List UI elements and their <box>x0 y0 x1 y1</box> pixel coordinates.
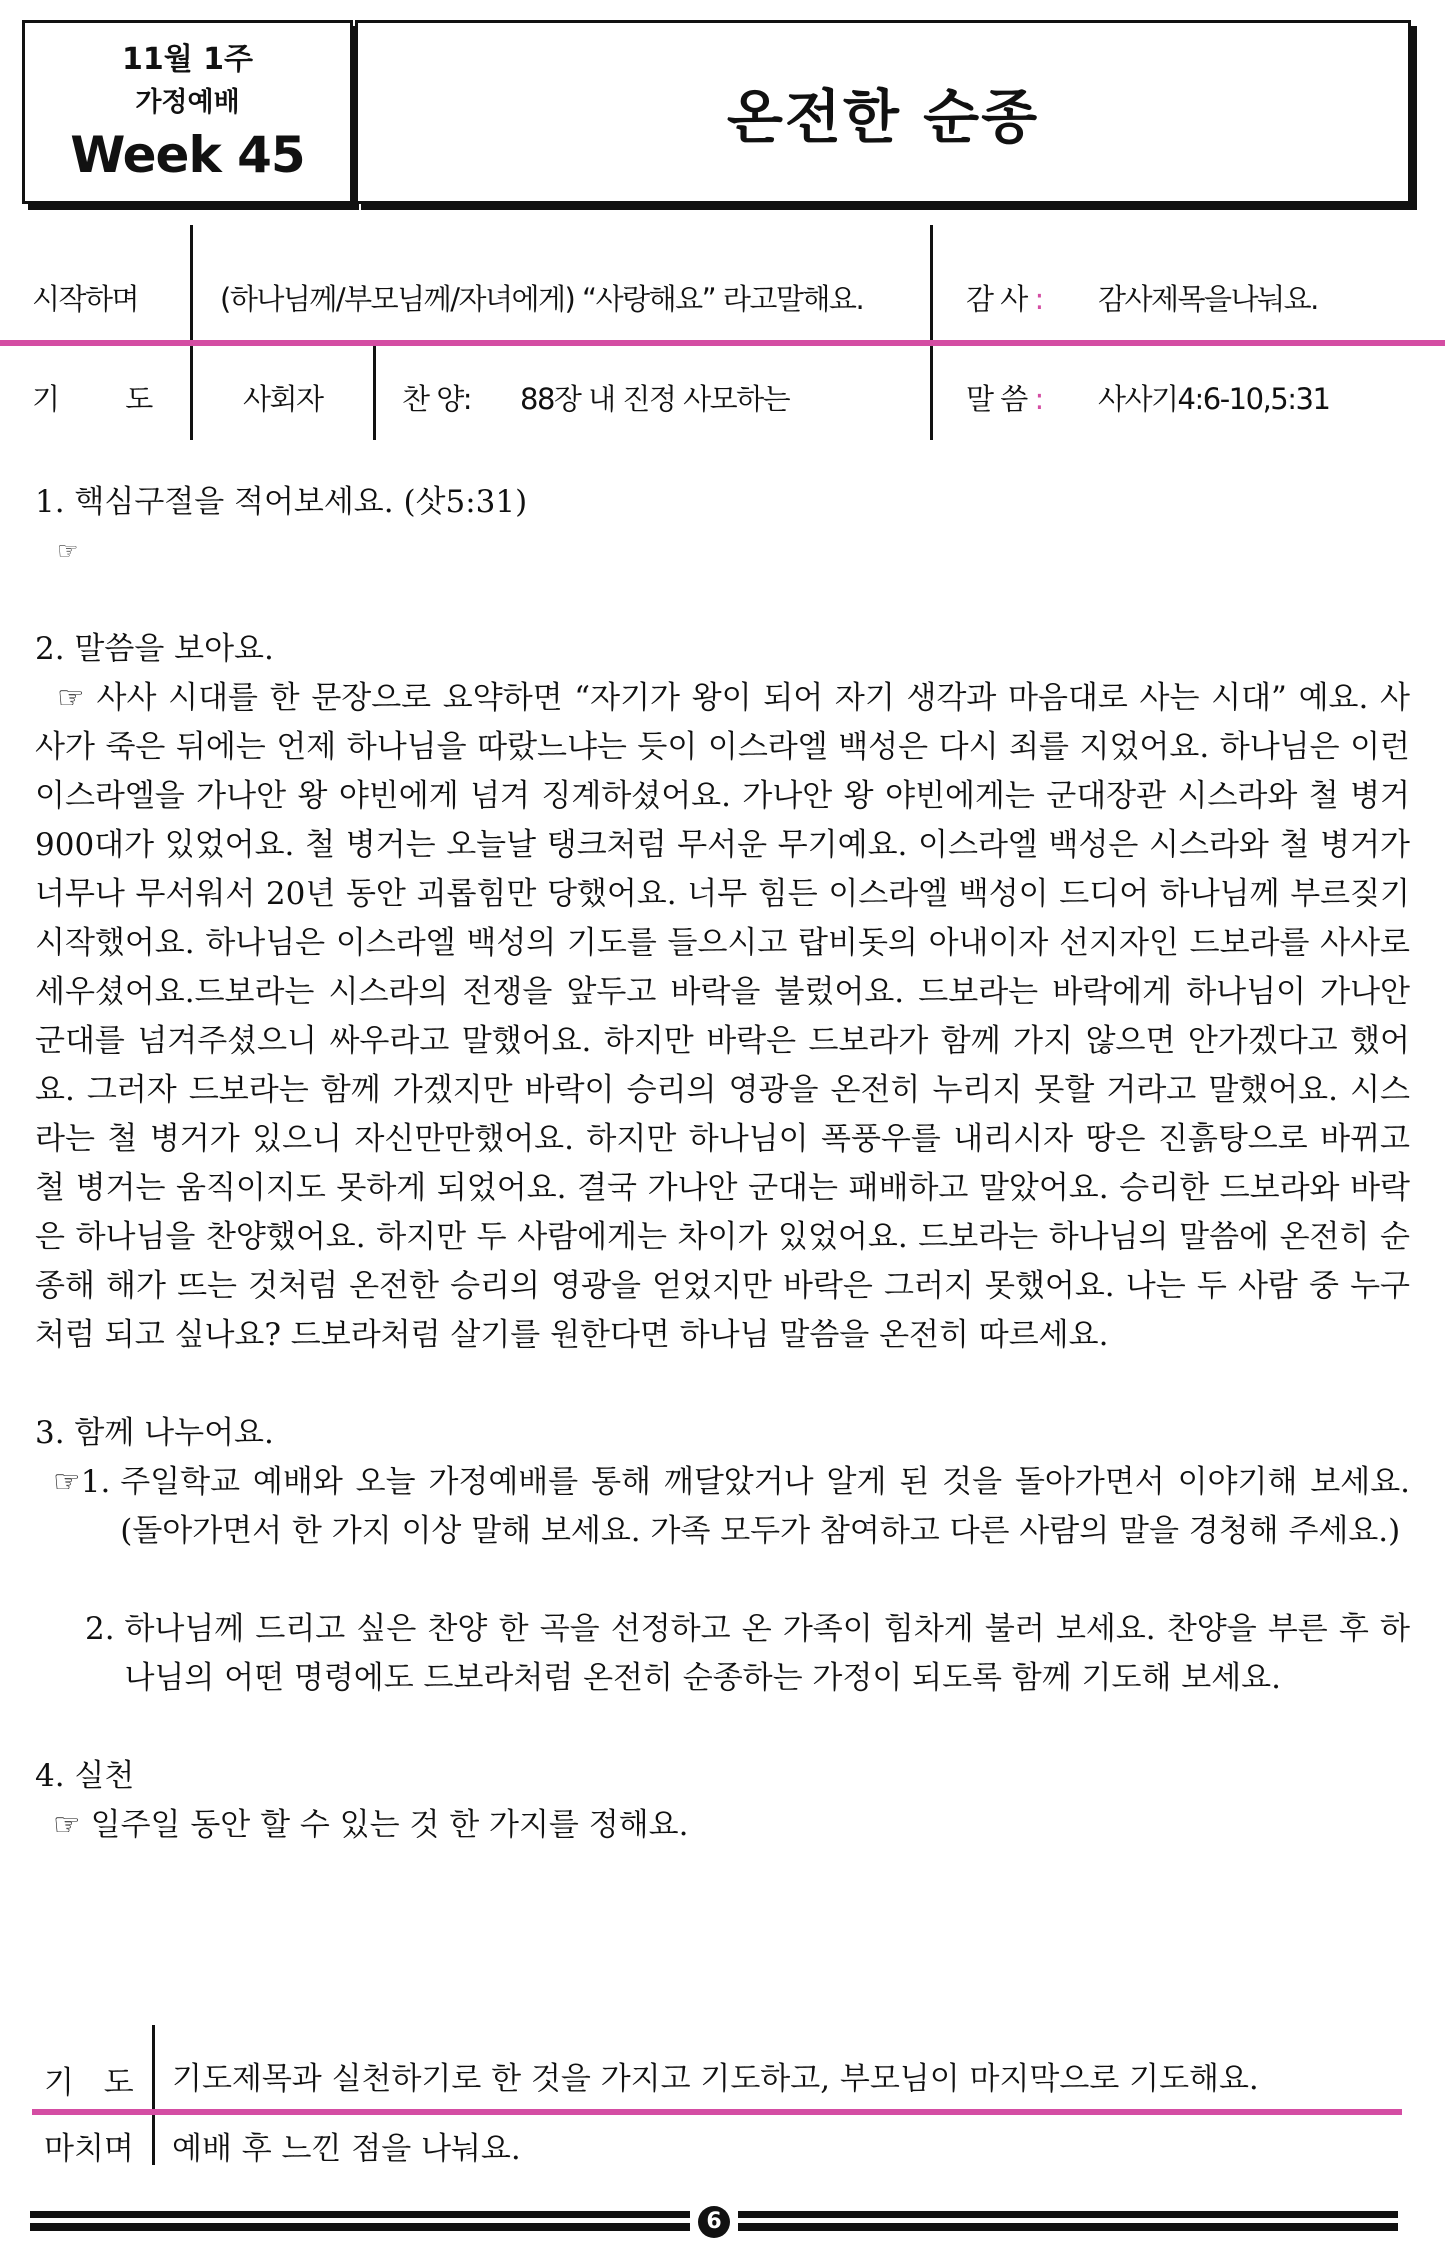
opening-label: 시작하며 <box>32 282 139 316</box>
page-bar-left <box>30 2211 690 2233</box>
pointing-hand-icon: ☞ <box>57 537 79 565</box>
pointing-hand-icon: ☞ <box>57 680 85 716</box>
pink-rule <box>0 340 1445 346</box>
main-content <box>35 478 1410 1850</box>
footer-prayer-label: 기 도 <box>44 2065 144 2101</box>
thanks-label: 감 사 <box>966 282 1027 316</box>
prayer-label: 기 도 <box>32 382 182 416</box>
word-label: 말 씀 <box>966 382 1027 416</box>
divider <box>930 225 933 440</box>
divider <box>152 2025 155 2165</box>
pink-rule <box>32 2109 1402 2115</box>
share-item-1-text: 주일학교 예배와 오늘 가정예배를 통해 깨달았거나 알게 된 것을 돌아가면서 이야기해 보세요. (돌아가면서 한 가지 이상 말해 보세요. 가족 모두가 참여하고 다른 사람의 말을 경청해 주세요.) <box>120 1464 1410 1549</box>
page-number: 6 <box>698 2206 730 2238</box>
page-title: 온전한 순종 <box>726 83 1040 151</box>
divider <box>373 343 376 440</box>
section-2-title: 2. 말씀을 보아요. <box>35 631 274 667</box>
share-item-1: ☞1. 주일학교 예배와 오늘 가정예배를 통해 깨달았거나 알게 된 것을 돌아가면서 이야기해 보세요. (돌아가면서 한 가지 이상 말해 보세요. 가족 모두가 참여하고 다른 사람의 말을 경청해 주세요.) <box>35 1458 1410 1556</box>
section-4-body: ☞ 일주일 동안 할 수 있는 것 한 가지를 정해요. <box>53 1807 689 1843</box>
hymn-text: 88장 내 진정 사모하는 <box>520 382 790 416</box>
worship-order-table <box>0 225 1445 440</box>
pointing-hand-icon: ☞ <box>53 1464 81 1500</box>
divider <box>190 225 193 440</box>
leader-label: 사회자 <box>243 382 323 416</box>
title-box <box>355 20 1411 204</box>
worship-label: 가정예배 <box>135 87 240 118</box>
section-3-title: 3. 함께 나누어요. <box>35 1415 274 1451</box>
section-2-body: ☞ 사사 시대를 한 문장으로 요약하면 “자기가 왕이 되어 자기 생각과 마음대로 사는 시대” 예요. 사사가 죽은 뒤에는 언제 하나님을 따랐느냐는 듯이 이스라엘 백성은 다시 죄를 지었어요. 하나님은 이런 이스라엘을 가나안 왕 야빈에게 넘겨 징계하셨어요. 가나안 왕 야빈에게는 군대장관 시스라와 철 병거 900대가 있었어요. 철 병거는 오늘날 탱크처럼 무서운 무기예요. 이스라엘 백성은 시스라와 철 병거가 너무나 무서워서 20년 동안 괴롭힘만 당했어요. 너무 힘든 이스라엘 백성이 드디어 하나님께 부르짖기 시작했어요. 하나님은 이스라엘 백성의 기도를 들으시고 랍비돗의 아내이자 선지자인 드보라를 사사로 세우셨어요.드보라는 시스라의 전쟁을 앞두고 바락을 불렀어요. 드보라는 바락에게 하나님이 가나안 군대를 넘겨주셨으니 싸우라고 말했어요. 하지만 바락은 드보라가 함께 가지 않으면 안가겠다고 했어요. 그러자 드보라는 함께 가겠지만 바락이 승리의 영광을 온전히 누리지 못할 거라고 말했어요. 시스라는 철 병거가 있으니 자신만만했어요. 하지만 하나님이 폭풍우를 내리시자 땅은 진흙탕으로 바뀌고 철 병거는 움직이지도 못하게 되었어요. 결국 가나안 군대는 패배하고 말았어요. 승리한 드보라와 바락은 하나님을 찬양했어요. 하지만 두 사람에게는 차이가 있었어요. 드보라는 하나님의 말씀에 온전히 순종해 해가 뜨는 것처럼 온전한 승리의 영광을 얻었지만 바락은 그러지 못했어요. 나는 두 사람 중 누구처럼 되고 싶나요? 드보라처럼 살기를 원한다면 하나님 말씀을 온전히 따르세요. <box>35 680 1410 1353</box>
hymn-label: 찬 양: <box>402 382 472 416</box>
opening-text: (하나님께/부모님께/자녀에게) “사랑해요” 라고말해요. <box>220 282 864 316</box>
closing-text: 예배 후 느낀 점을 나눠요. <box>172 2131 521 2167</box>
footer-prayer-text: 기도제목과 실천하기로 한 것을 가지고 기도하고, 부모님이 마지막으로 기도해요. <box>172 2061 1259 2097</box>
week-number: Week 45 <box>70 126 305 184</box>
pointing-hand-icon: ☞ <box>53 1807 81 1843</box>
section-1-title: 1. 핵심구절을 적어보세요. (삿5:31) <box>35 484 528 520</box>
thanks-label-wrap: 감 사 : <box>966 282 1043 316</box>
page-bar-right <box>738 2211 1398 2233</box>
share-item-2-text: 하나님께 드리고 싶은 찬양 한 곡을 선정하고 온 가족이 힘차게 불러 보세요. 찬양을 부른 후 하나님의 어떤 명령에도 드보라처럼 온전히 순종하는 가정이 되도록 함께 기도해 보세요. <box>124 1611 1410 1696</box>
section-4-title: 4. 실천 <box>35 1758 135 1794</box>
closing-label: 마치며 <box>44 2131 134 2167</box>
week-label: 11월 1주 <box>121 42 254 77</box>
thanks-text: 감사제목을나눠요. <box>1098 282 1318 316</box>
share-item-2: 2. 하나님께 드리고 싶은 찬양 한 곡을 선정하고 온 가족이 힘차게 불러 보세요. 찬양을 부른 후 하나님의 어떤 명령에도 드보라처럼 온전히 순종하는 가정이 되도록 함께 기도해 보세요. <box>35 1605 1410 1703</box>
word-text: 사사기4:6-10,5:31 <box>1098 382 1330 416</box>
word-label-wrap: 말 씀 : <box>966 382 1043 416</box>
week-info-box <box>22 20 353 204</box>
closing-table <box>32 2025 1402 2165</box>
